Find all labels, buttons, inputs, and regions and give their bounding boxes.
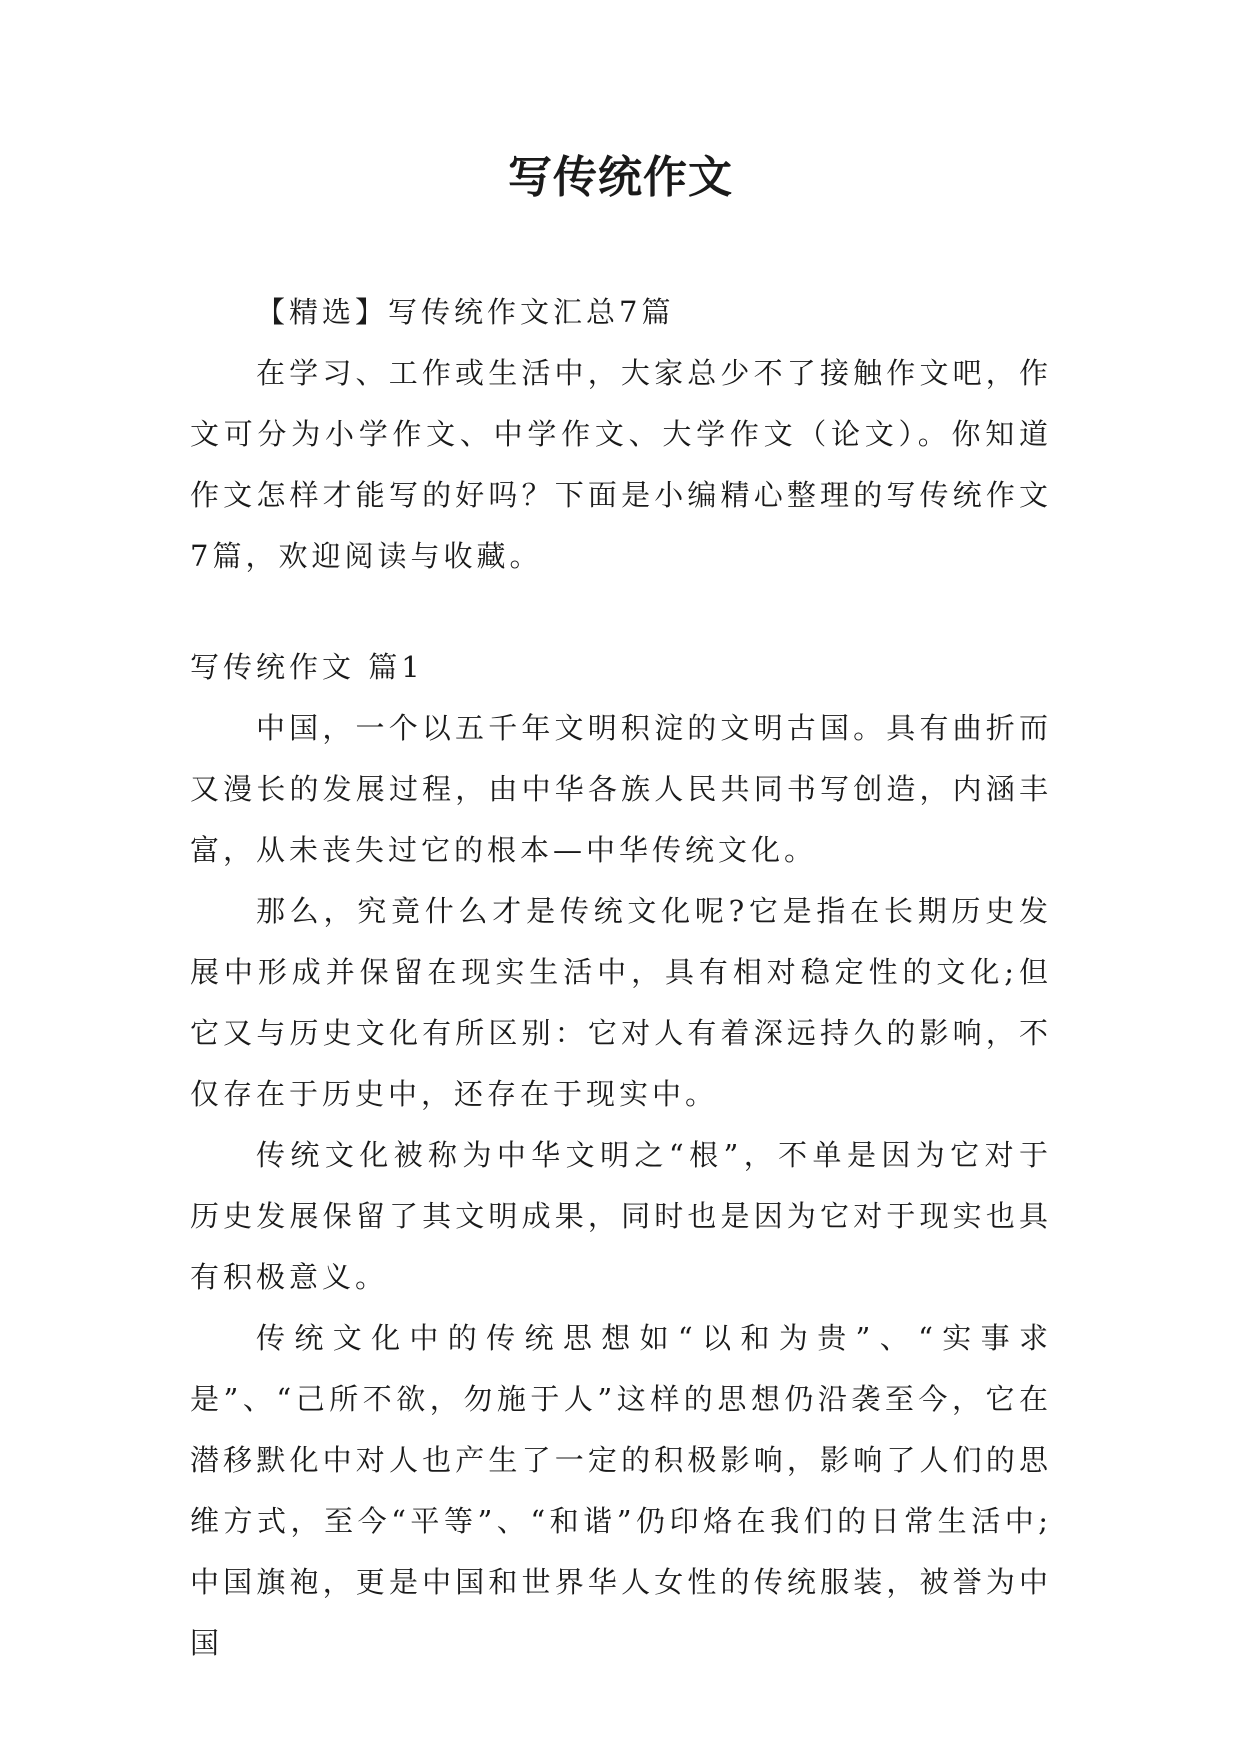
intro-paragraph: 在学习、工作或生活中，大家总少不了接触作文吧，作文可分为小学作文、中学作文、大学作文（论文）。你知道作文怎样才能写的好吗？下面是小编精心整理的写传统作文7篇，欢迎阅读与收藏。 (190, 356, 1052, 573)
body-paragraph: 中国，一个以五千年文明积淀的文明古国。具有曲折而又漫长的发展过程，由中华各族人民共同书写创造，内涵丰富，从未丧失过它的根本—中华传统文化。 (190, 711, 1052, 867)
intro-line: 【精选】写传统作文汇总7篇 (256, 295, 675, 329)
section-spacer (190, 587, 1052, 637)
body-paragraph: 传统文化被称为中华文明之“根”，不单是因为它对于历史发展保留了其文明成果，同时也是因为它对于现实也具有积极意义。 (190, 1138, 1052, 1294)
section-heading: 写传统作文 篇1 (190, 650, 424, 684)
body-paragraph: 传统文化中的传统思想如“以和为贵”、“实事求是”、“己所不欲，勿施于人”这样的思想仍沿袭至今，它在潜移默化中对人也产生了一定的积极影响，影响了人们的思维方式，至今“平等”、“和谐”仍印烙在我们的日常生活中;中国旗袍，更是中国和世界华人女性的传统服装，被誉为中国 (190, 1321, 1052, 1660)
document-title: 写传统作文 (508, 152, 733, 203)
body-paragraph: 那么，究竟什么才是传统文化呢?它是指在长期历史发展中形成并保留在现实生活中，具有相对稳定性的文化;但它又与历史文化有所区别：它对人有着深远持久的影响，不仅存在于历史中，还存在于现实中。 (190, 894, 1052, 1111)
document-body (190, 282, 1052, 1674)
